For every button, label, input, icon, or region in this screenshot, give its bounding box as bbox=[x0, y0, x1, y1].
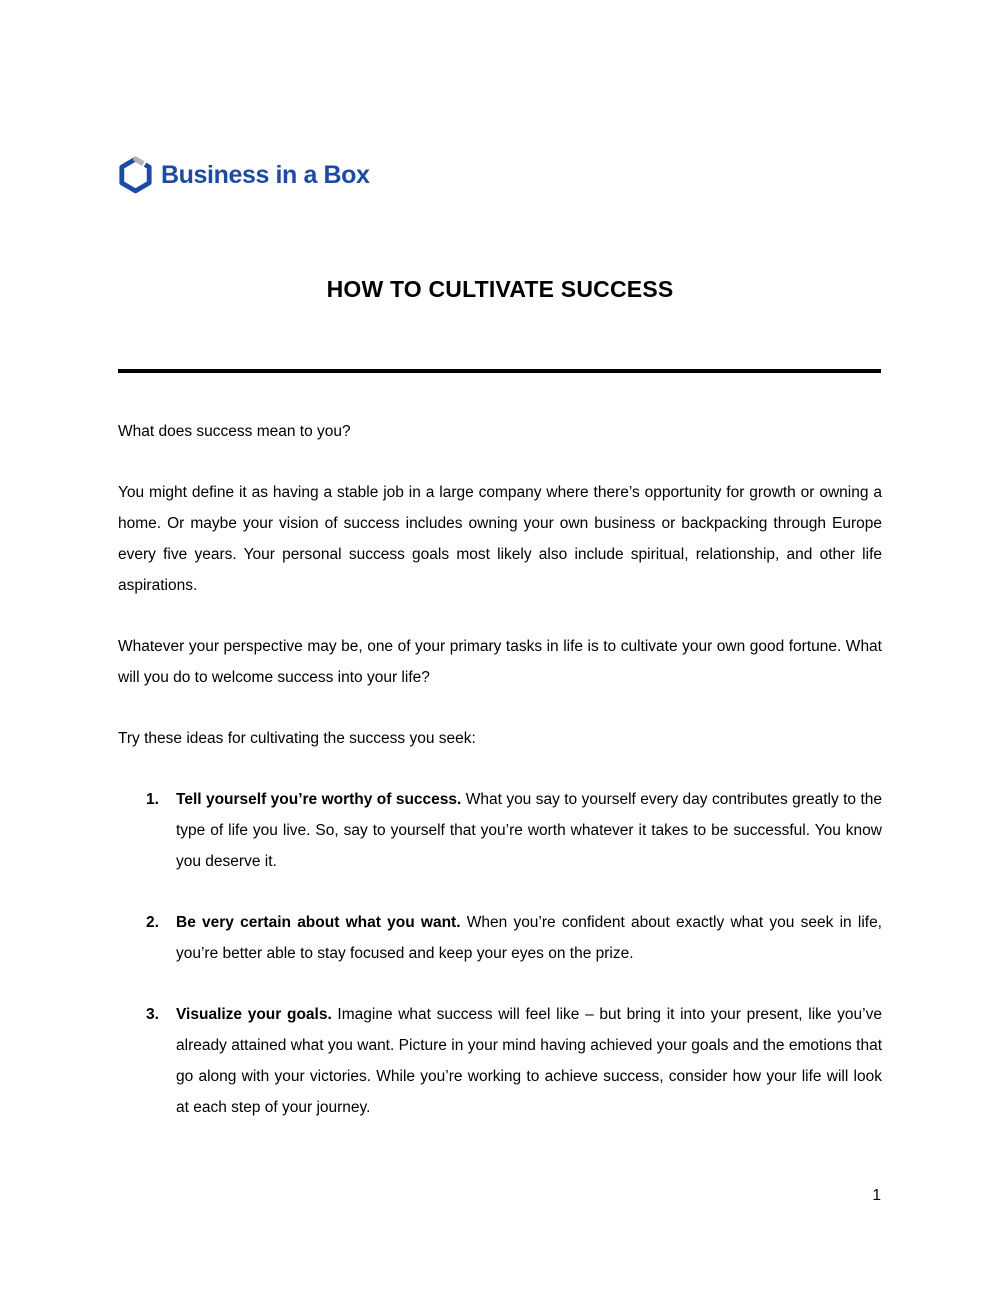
intro-paragraph-2: You might define it as having a stable job in a large company where there’s opportunity for growth or owning a home. Or maybe your vision of success includes owning your own business or backpacking through Europe every five years. Your personal success goals most likely also include spiritual, relationship, and other life aspirations. bbox=[118, 484, 882, 594]
hexagon-icon bbox=[117, 156, 154, 194]
list-item-number: 1. bbox=[146, 791, 159, 808]
list-item-body: Imagine what success will feel like – but bring it into your present, like you’ve already attained what you want. Picture in your mind having achieved your goals and the emotions that go along with your victories. While you’re working to achieve success, consider how your life will look at each step of your journey. bbox=[176, 1006, 882, 1116]
logo bbox=[117, 156, 370, 194]
list-item-lead: Visualize your goals. bbox=[176, 1006, 332, 1023]
list-item-lead: Tell yourself you’re worthy of success. bbox=[176, 791, 462, 808]
intro-paragraph-3: Whatever your perspective may be, one of your primary tasks in life is to cultivate your own good fortune. What will you do to welcome success into your life? bbox=[118, 638, 882, 686]
list-item-text bbox=[176, 907, 882, 969]
horizontal-rule bbox=[118, 369, 881, 373]
list-item-number: 3. bbox=[146, 1006, 159, 1023]
list-item-number: 2. bbox=[146, 914, 159, 931]
list-item bbox=[118, 784, 882, 877]
list-intro-paragraph: Try these ideas for cultivating the success you seek: bbox=[118, 730, 476, 747]
list-item-lead: Be very certain about what you want. bbox=[176, 914, 461, 931]
logo-text: Business in a Box bbox=[161, 160, 370, 189]
list-item bbox=[118, 999, 882, 1123]
list-item-text bbox=[176, 784, 882, 877]
list-item bbox=[118, 907, 882, 969]
list-item-body: When you’re confident about exactly what you seek in life, you’re better able to stay focused and keep your eyes on the prize. bbox=[176, 914, 882, 962]
document-body bbox=[118, 416, 882, 1153]
intro-paragraph-1: What does success mean to you? bbox=[118, 423, 351, 440]
list-item-body: What you say to yourself every day contributes greatly to the type of life you live. So, say to yourself that you’re worth whatever it takes to be successful. You know you deserve it. bbox=[176, 791, 882, 870]
page-number: 1 bbox=[872, 1187, 881, 1204]
page-title: HOW TO CULTIVATE SUCCESS bbox=[326, 276, 674, 302]
list-item-text bbox=[176, 999, 882, 1123]
